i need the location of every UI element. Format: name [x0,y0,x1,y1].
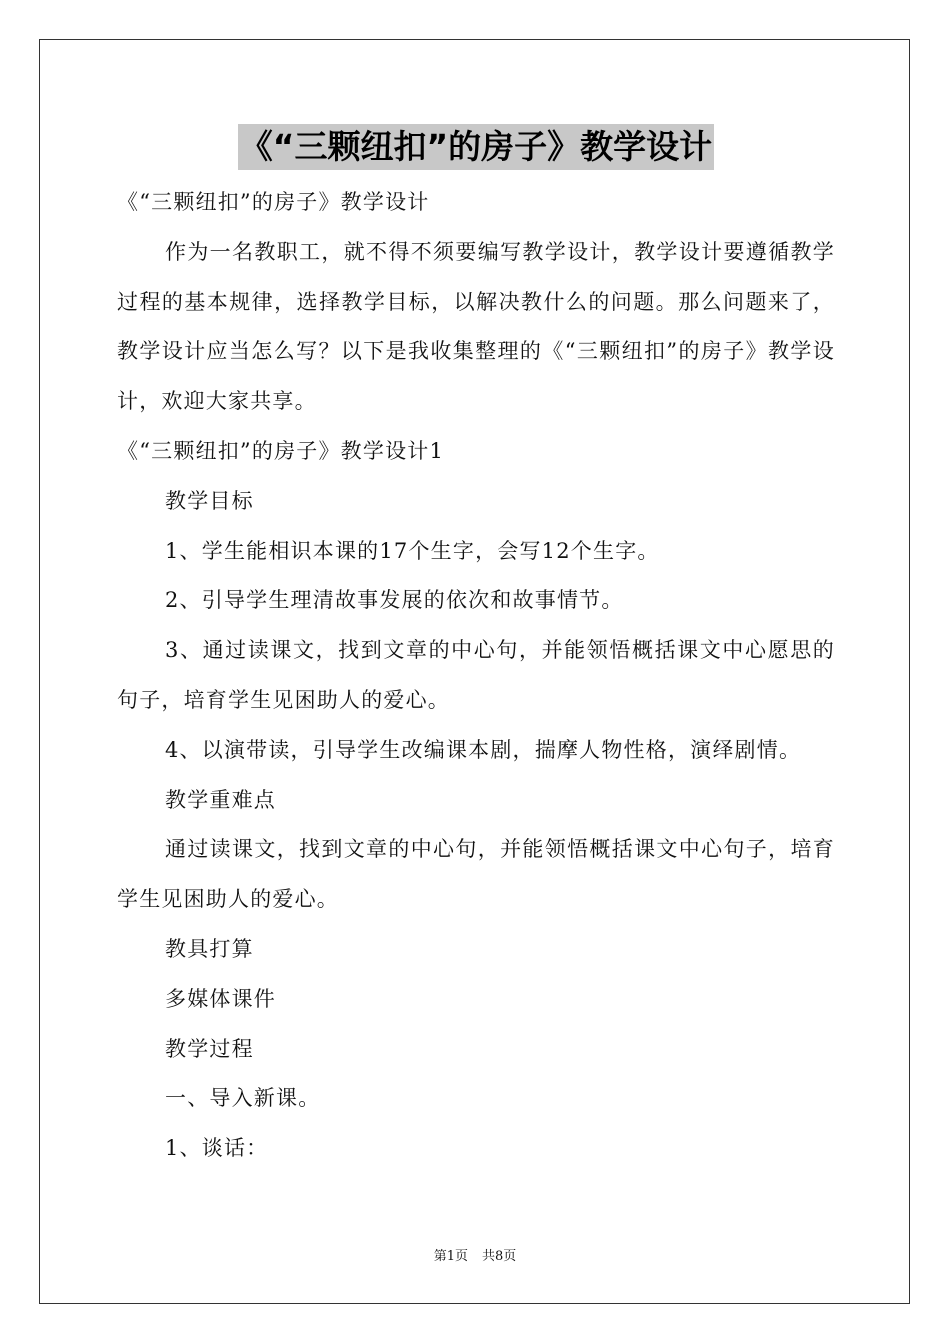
page-total: 共8页 [482,1249,517,1264]
paragraph: 《“三颗纽扣”的房子》教学设计1 [117,438,445,463]
paragraph: 一、导入新课。 [165,1086,321,1111]
page-footer [0,1245,950,1264]
paragraph: 教学重难点 [165,787,276,812]
paragraph: 作为一名教职工，就不得不须要编写教学设计，教学设计要遵循教学过程的基本规律，选择教学目标，以解决教什么的问题。那么问题来了，教学设计应当怎么写？以下是我收集整理的《“三颗纽扣”的房子》教学设计，欢迎大家共享。 [117,239,835,414]
title-container [117,124,835,170]
document-body [117,124,835,1174]
paragraph: 教学目标 [165,488,254,513]
paragraph: 2、引导学生理清故事发展的依次和故事情节。 [165,588,624,613]
paragraph: 教学过程 [165,1036,254,1061]
paragraph-list [117,178,835,1174]
paragraph: 多媒体课件 [165,986,276,1011]
paragraph: 教具打算 [165,936,254,961]
document-title: 《“三颗纽扣”的房子》教学设计 [238,124,714,170]
paragraph: 4、以演带读，引导学生改编课本剧，揣摩人物性格，演绎剧情。 [165,737,802,762]
paragraph: 1、谈话： [165,1136,269,1161]
paragraph: 通过读课文，找到文章的中心句，并能领悟概括课文中心句子，培育学生见困助人的爱心。 [117,837,835,912]
paragraph: 《“三颗纽扣”的房子》教学设计 [117,190,430,214]
paragraph: 1、学生能相识本课的17个生字，会写12个生字。 [165,538,660,563]
paragraph: 3、通过读课文，找到文章的中心句，并能领悟概括课文中心愿思的句子，培育学生见困助人的爱心。 [117,638,835,712]
page-number: 第1页 [433,1249,468,1264]
